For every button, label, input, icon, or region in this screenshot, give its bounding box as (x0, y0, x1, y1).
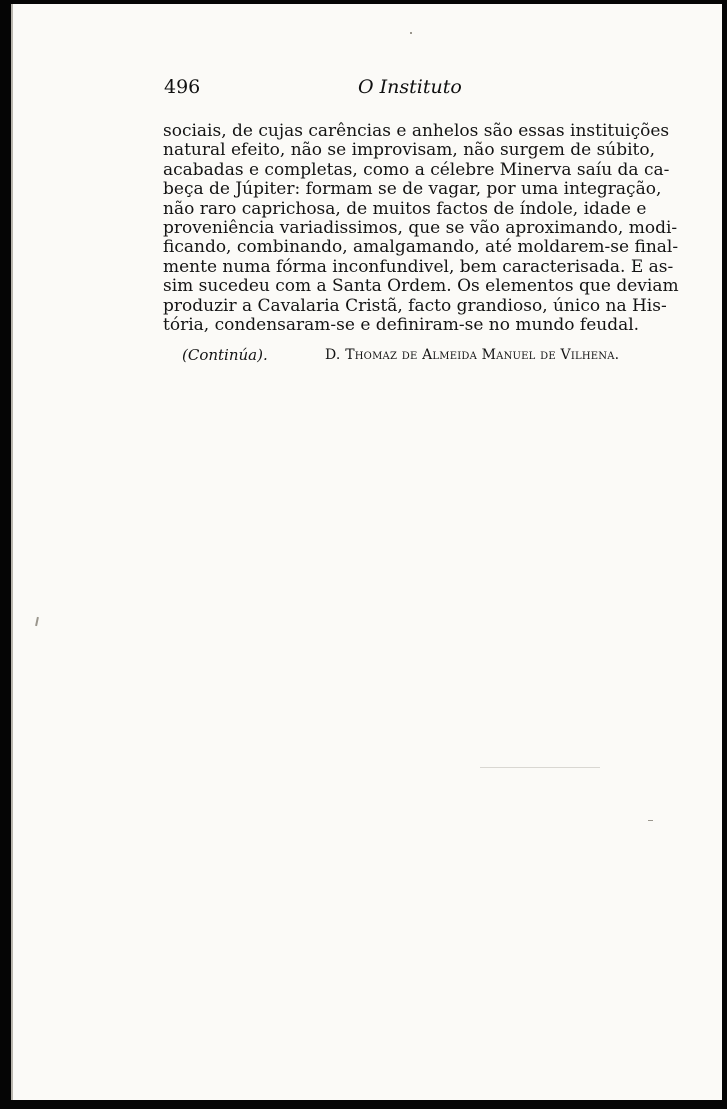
body-paragraph (163, 121, 679, 335)
text-line: sim sucedeu com a Santa Ordem. Os elementos que deviam (163, 276, 679, 297)
author-signature: D. Thomaz de Almeida Manuel de Vilhena. (325, 347, 620, 363)
page-number: 496 (164, 76, 201, 98)
text-line: sociais, de cujas carências e anhelos são essas instituições (163, 121, 670, 141)
text-line: tória, condensaram-se e definiram-se no mundo feudal. (163, 314, 640, 335)
scan-speck (648, 820, 653, 821)
scan-speck (35, 617, 39, 626)
scan-border-right (722, 0, 727, 1109)
scan-speck (480, 767, 600, 768)
text-line: não raro caprichosa, de muitos factos de índole, idade e (163, 198, 647, 219)
scan-speck (410, 32, 412, 34)
text-line: beça de Júpiter: formam se de vagar, por uma integração, (163, 179, 662, 200)
continued-note: (Continúa). (182, 346, 268, 364)
page-edge-shadow (11, 4, 13, 1100)
scan-border-top (0, 0, 727, 4)
text-line: acabadas e completas, como a célebre Minerva saíu da ca- (163, 159, 670, 180)
text-line: proveniência variadissimos, que se vão aproximando, modi- (163, 217, 678, 238)
running-title: O Instituto (358, 76, 462, 98)
scan-border-left (0, 0, 11, 1109)
text-line: produzir a Cavalaria Cristã, facto grandioso, único na His- (163, 295, 667, 316)
scan-border-bottom (0, 1100, 727, 1109)
text-line: natural efeito, não se improvisam, não surgem de súbito, (163, 140, 656, 161)
signature-row (182, 346, 642, 368)
running-header (164, 76, 634, 106)
text-line: mente numa fórma inconfundivel, bem caracterisada. E as- (163, 256, 674, 277)
text-line: ficando, combinando, amalgamando, até moldarem-se final- (163, 237, 679, 258)
